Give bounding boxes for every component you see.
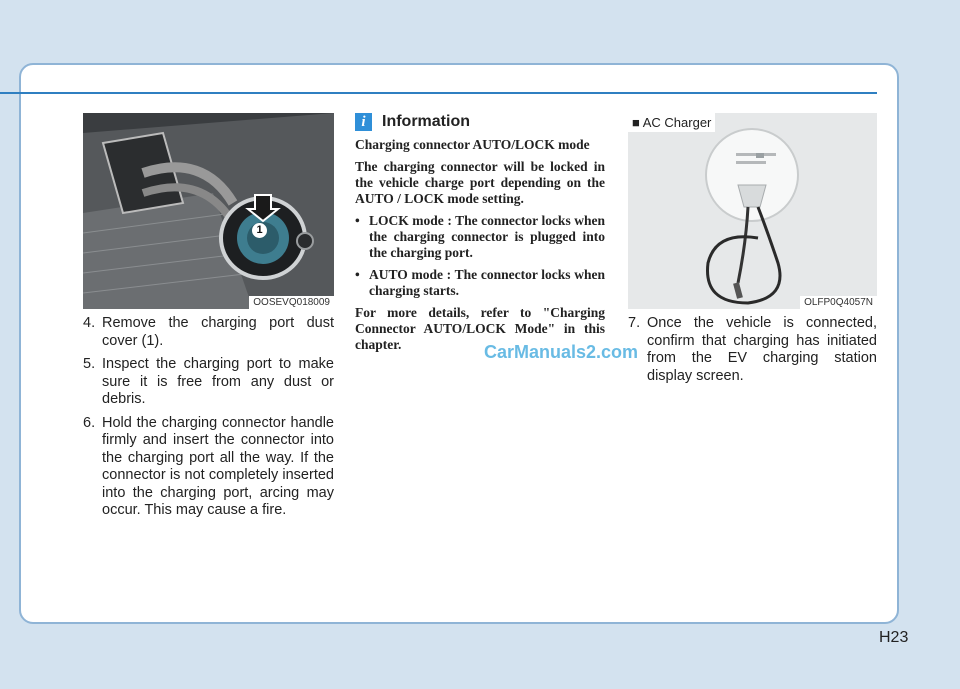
header-rule [0, 92, 877, 94]
bullet-mark: • [355, 213, 360, 228]
bullet-text: LOCK mode : The connector locks when the charging connector is plugged into the charging port. [369, 213, 605, 260]
step-text: Inspect the charging port to make sure it is free from any dust or debris. [102, 356, 334, 407]
steps-left [83, 315, 334, 526]
ac-charger-figure [628, 113, 877, 309]
steps-right [628, 315, 877, 391]
page-number: H23 [879, 629, 909, 646]
bullet-mark: • [355, 267, 360, 282]
info-footer: For more details, refer to "Charging Connector AUTO/LOCK Mode" in this chapter. [355, 305, 605, 352]
watermark: CarManuals2.com [484, 342, 639, 362]
info-icon: i [355, 113, 372, 131]
step-text: Hold the charging connector handle firmly and insert the connector into the charging port all the way. If the connector is not completely inserted into the charging port, arcing may occur. This may cause a fire. [102, 414, 334, 518]
step-text: Once the vehicle is connected, confirm that charging has initiated from the EV charging station display screen. [647, 315, 877, 384]
step-text: Remove the charging port dust cover (1). [102, 315, 334, 349]
info-title: Information [382, 113, 470, 130]
figure-code: OLFP0Q4057N [800, 296, 877, 309]
step-number: 6. [83, 414, 96, 431]
list-item [355, 213, 605, 261]
list-item [355, 267, 605, 299]
callout-number: 1 [252, 223, 267, 238]
list-item [83, 315, 334, 350]
step-number: 5. [83, 356, 96, 372]
figure-code: OOSEVQ018009 [249, 296, 334, 309]
charging-port-illustration [83, 113, 334, 309]
bullet-text: AUTO mode : The connector locks when charging starts. [369, 267, 605, 298]
ac-charger-illustration [628, 113, 877, 309]
information-box [355, 113, 605, 359]
info-header [355, 113, 605, 131]
info-paragraph: The charging connector will be locked in the vehicle charge port depending on the AUTO / LOCK mode setting. [355, 159, 605, 206]
list-item [83, 415, 334, 520]
list-item [83, 356, 334, 409]
info-subtitle: Charging connector AUTO/LOCK mode [355, 137, 590, 152]
step-number: 7. [628, 315, 641, 331]
charging-port-figure [83, 113, 334, 309]
list-item [628, 315, 877, 385]
figure-caption: ■ AC Charger [628, 113, 715, 132]
step-number: 4. [83, 315, 96, 331]
